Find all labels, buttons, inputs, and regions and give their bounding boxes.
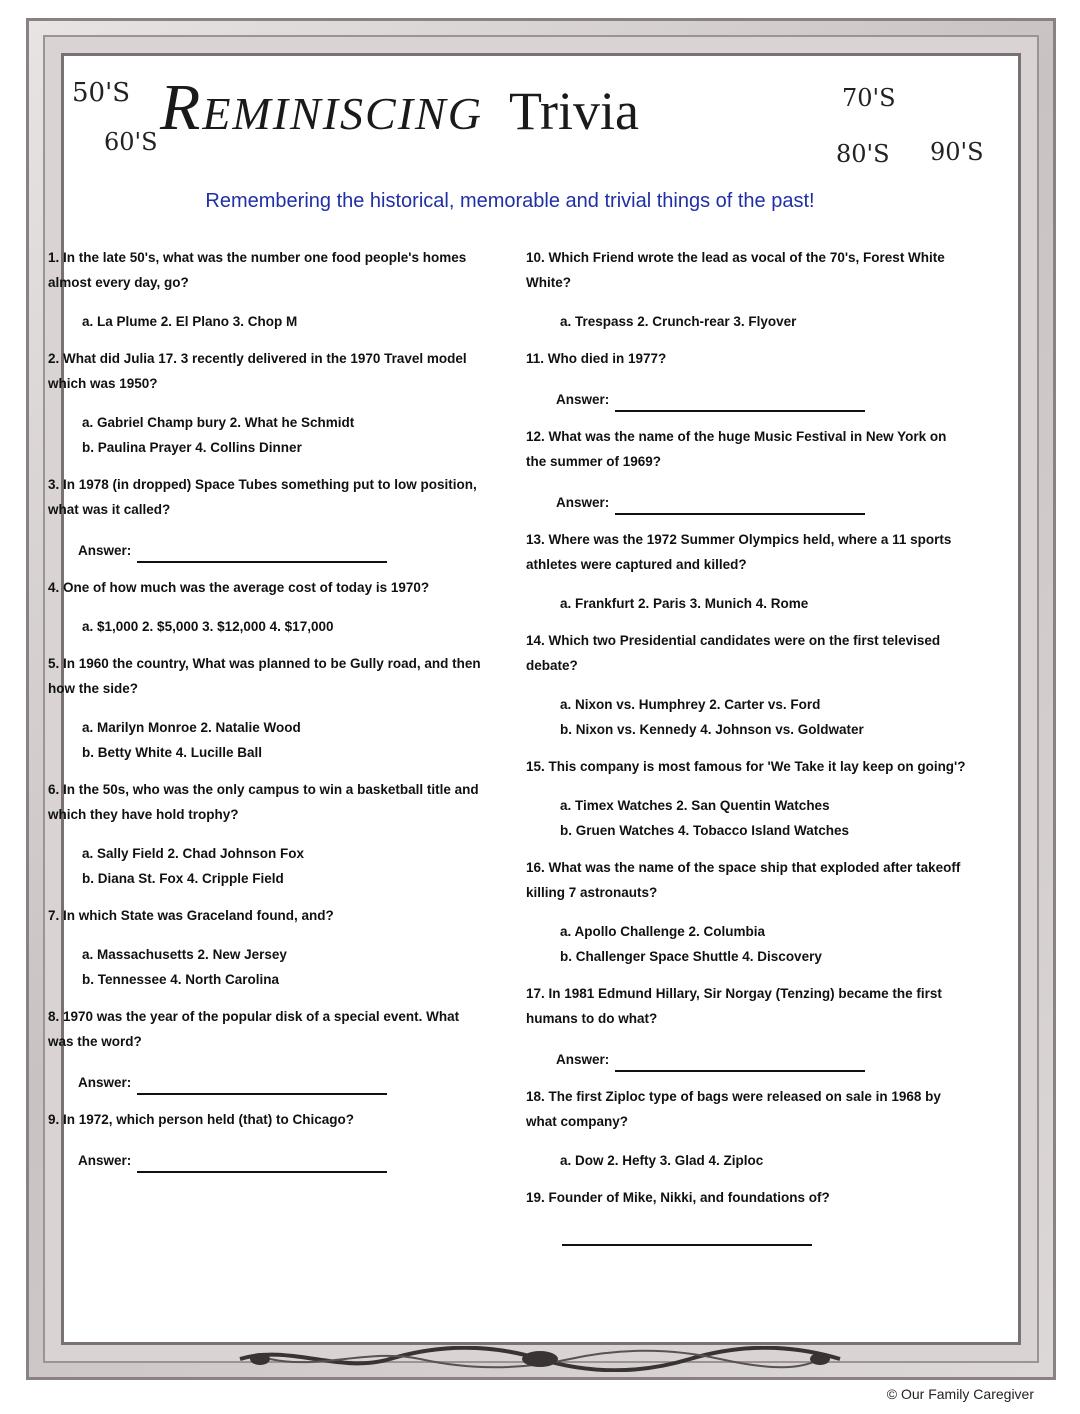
title-word-reminiscing: Reminiscing	[160, 71, 483, 144]
left-question-column	[48, 245, 488, 1185]
question-item	[526, 1084, 966, 1173]
option-line: b. Nixon vs. Kennedy 4. Johnson vs. Goldwater	[560, 722, 864, 737]
option-line: a. $1,000 2. $5,000 3. $12,000 4. $17,000	[82, 619, 334, 634]
decade-label: 70'S	[842, 84, 896, 112]
question-text: 18. The first Ziploc type of bags were released on sale in 1968 by what company?	[526, 1089, 941, 1129]
copyright-notice: © Our Family Caregiver	[886, 1386, 1034, 1402]
option-line: a. Apollo Challenge 2. Columbia	[560, 924, 766, 939]
question-text: 5. In 1960 the country, What was planned to be Gully road, and then how the side?	[48, 656, 481, 696]
question-item	[526, 855, 966, 969]
question-item	[526, 424, 966, 515]
answer-label: Answer:	[556, 392, 610, 407]
question-item	[48, 472, 488, 563]
answer-field[interactable]	[526, 490, 966, 515]
question-item	[48, 651, 488, 765]
answer-field[interactable]	[526, 1226, 966, 1246]
answer-field[interactable]	[526, 387, 966, 412]
decade-label: 50'S	[72, 78, 131, 108]
answer-label: Answer:	[78, 543, 132, 558]
answer-blank-line[interactable]	[137, 543, 387, 563]
answer-label: Answer:	[556, 1052, 610, 1067]
answer-options	[526, 793, 966, 843]
answer-options	[526, 919, 966, 969]
question-text: 13. Where was the 1972 Summer Olympics held, where a 11 sports athletes were captured and killed?	[526, 532, 952, 572]
answer-blank-line[interactable]	[615, 392, 865, 412]
question-item	[48, 903, 488, 992]
answer-blank-line[interactable]	[137, 1153, 387, 1173]
question-item	[48, 1107, 488, 1173]
option-line: a. Sally Field 2. Chad Johnson Fox	[82, 846, 305, 861]
question-text: 14. Which two Presidential candidates were on the first televised debate?	[526, 633, 941, 673]
answer-blank-line[interactable]	[615, 1052, 865, 1072]
question-text: 10. Which Friend wrote the lead as vocal of the 70's, Forest White White?	[526, 250, 945, 290]
answer-options	[526, 309, 966, 334]
answer-blank-line[interactable]	[137, 1075, 387, 1095]
decade-label: 90'S	[930, 138, 984, 166]
answer-options	[48, 841, 488, 891]
question-item	[526, 628, 966, 742]
answer-label: Answer:	[78, 1153, 132, 1168]
option-line: b. Tennessee 4. North Carolina	[82, 972, 280, 987]
question-item	[526, 245, 966, 334]
option-line: a. Dow 2. Hefty 3. Glad 4. Ziploc	[560, 1153, 764, 1168]
answer-options	[48, 410, 488, 460]
option-line: a. La Plume 2. El Plano 3. Chop M	[82, 314, 298, 329]
option-line: b. Gruen Watches 4. Tobacco Island Watches	[560, 823, 850, 838]
question-item	[48, 1004, 488, 1095]
question-text: 2. What did Julia 17. 3 recently delivered in the 1970 Travel model which was 1950?	[48, 351, 467, 391]
question-text: 12. What was the name of the huge Music Festival in New York on the summer of 1969?	[526, 429, 947, 469]
answer-label: Answer:	[556, 495, 610, 510]
title-word-trivia: Trivia	[508, 81, 639, 141]
answer-options	[48, 614, 488, 639]
question-item	[48, 575, 488, 639]
question-item	[48, 346, 488, 460]
decade-label: 80'S	[836, 140, 890, 168]
question-item	[526, 527, 966, 616]
question-text: 19. Founder of Mike, Nikki, and foundations of?	[526, 1190, 830, 1205]
answer-blank-line[interactable]	[562, 1226, 812, 1246]
question-item	[48, 777, 488, 891]
answer-field[interactable]	[526, 1047, 966, 1072]
page-title	[160, 70, 840, 146]
question-text: 16. What was the name of the space ship that exploded after takeoff killing 7 astronauts?	[526, 860, 961, 900]
option-line: a. Gabriel Champ bury 2. What he Schmidt	[82, 415, 355, 430]
answer-options	[526, 591, 966, 616]
option-line: a. Nixon vs. Humphrey 2. Carter vs. Ford	[560, 697, 821, 712]
question-text: 11. Who died in 1977?	[526, 351, 667, 366]
question-text: 3. In 1978 (in dropped) Space Tubes something put to low position, what was it called?	[48, 477, 477, 517]
option-line: a. Frankfurt 2. Paris 3. Munich 4. Rome	[560, 596, 809, 611]
question-text: 17. In 1981 Edmund Hillary, Sir Norgay (Tenzing) became the first humans to do what?	[526, 986, 942, 1026]
answer-field[interactable]	[48, 538, 488, 563]
question-text: 6. In the 50s, who was the only campus to win a basketball title and which they have hold trophy?	[48, 782, 479, 822]
question-text: 8. 1970 was the year of the popular disk of a special event. What was the word?	[48, 1009, 460, 1049]
option-line: b. Paulina Prayer 4. Collins Dinner	[82, 440, 302, 455]
option-line: b. Challenger Space Shuttle 4. Discovery	[560, 949, 822, 964]
answer-options	[48, 715, 488, 765]
question-item	[526, 346, 966, 412]
subtitle: Remembering the historical, memorable and trivial things of the past!	[205, 190, 815, 212]
option-line: b. Betty White 4. Lucille Ball	[82, 745, 263, 760]
question-item	[526, 754, 966, 843]
answer-blank-line[interactable]	[615, 495, 865, 515]
question-item	[526, 1185, 966, 1246]
question-item	[526, 981, 966, 1072]
question-text: 1. In the late 50's, what was the number one food people's homes almost every day, go?	[48, 250, 467, 290]
decorative-flourish	[230, 1346, 850, 1372]
question-text: 15. This company is most famous for 'We Take it lay keep on going'?	[526, 759, 966, 774]
option-line: a. Trespass 2. Crunch-rear 3. Flyover	[560, 314, 797, 329]
option-line: b. Diana St. Fox 4. Cripple Field	[82, 871, 284, 886]
option-line: a. Timex Watches 2. San Quentin Watches	[560, 798, 830, 813]
answer-label: Answer:	[78, 1075, 132, 1090]
question-text: 7. In which State was Graceland found, and?	[48, 908, 334, 923]
option-line: a. Massachusetts 2. New Jersey	[82, 947, 287, 962]
option-line: a. Marilyn Monroe 2. Natalie Wood	[82, 720, 301, 735]
answer-options	[48, 309, 488, 334]
question-text: 9. In 1972, which person held (that) to Chicago?	[48, 1112, 355, 1127]
answer-field[interactable]	[48, 1070, 488, 1095]
right-question-column	[526, 245, 966, 1258]
question-text: 4. One of how much was the average cost of today is 1970?	[48, 580, 430, 595]
answer-options	[526, 692, 966, 742]
decade-label: 60'S	[104, 128, 158, 156]
question-item	[48, 245, 488, 334]
answer-options	[48, 942, 488, 992]
answer-options	[526, 1148, 966, 1173]
answer-field[interactable]	[48, 1148, 488, 1173]
